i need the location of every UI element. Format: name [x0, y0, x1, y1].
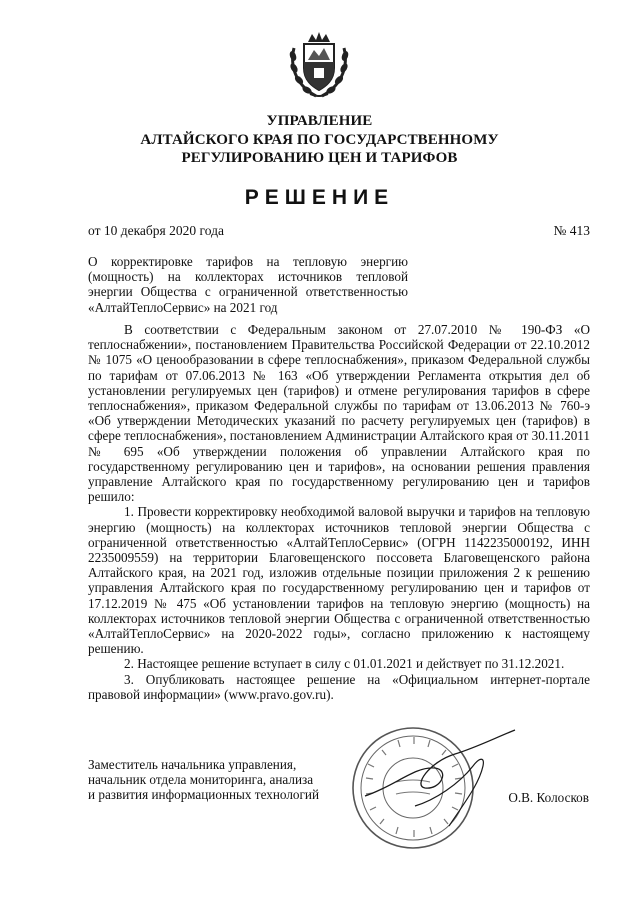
position-line-1: Заместитель начальника управления,	[88, 757, 297, 772]
signatory-name: О.В. Колосков	[508, 790, 589, 805]
document-date: от 10 декабря 2020 года	[88, 223, 224, 238]
item-2-paragraph: 2. Настоящее решение вступает в силу с 01.01.2021 и действует по 31.12.2021.	[124, 656, 565, 672]
intro-paragraph: В соответствии с Федеральным законом от 27.07.2010 № 190-ФЗ «О теплоснабжении», постановлением Правительства Российской Федерации от 22.10.2012 № 1075 «О ценообразовании в сфере теплоснабжения», приказом Федеральной службы по тарифам от 07.06.2013 № 163 «Об утверждении Регламента открытия дел об установлении регулируемых цен (тарифов) и отмене регулирования тарифов в сфере теплоснабжения», приказом Федеральной службы по тарифам от 13.06.2013 № 760-э «Об утверждении Методических указаний по расчету регулируемых цен (тарифов) в сфере теплоснабжения», постановлением Администрации Алтайского края от 30.11.2011 № 695 «Об утверждении положения об управлении Алтайского края по государственному регулированию цен и тарифов», на основании решения правления управление Алтайского края по государственному регулированию цен и тарифов решило:	[88, 322, 590, 505]
org-line-1: УПРАВЛЕНИЕ	[266, 113, 373, 129]
signatory-position	[88, 757, 319, 803]
altai-coat-of-arms-icon	[286, 28, 352, 100]
document-body	[88, 322, 590, 702]
document-number: № 413	[553, 223, 590, 238]
org-line-3: РЕГУЛИРОВАНИЮ ЦЕН И ТАРИФОВ	[181, 150, 458, 166]
item-3-paragraph: 3. Опубликовать настоящее решение на «Официальном интернет-портале правовой информации» (www.pravo.gov.ru).	[88, 671, 590, 702]
document-subject: О корректировке тарифов на тепловую энергию (мощность) на коллекторах источников тепловой энергии Общества с ограниченной ответственностью «АлтайТеплоСервис» на 2021 год	[88, 254, 408, 315]
organization-name	[60, 112, 579, 168]
item-1-paragraph: 1. Провести корректировку необходимой валовой выручки и тарифов на тепловую энергию (мощность) на коллекторах источников тепловой энергии Общества с ограниченной ответственностью «АлтайТеплоСервис» (ОГРН 1142235000192, ИНН 2235009559) на территории Благовещенского поссовета Благовещенского района Алтайского края, на 2021 год, изложив отдельные позиции приложения 2 к решению управления Алтайского края по государственному регулированию цен и тарифов от 17.12.2019 № 475 «Об установлении тарифов на тепловую энергию (мощность) на коллекторах источников тепловой энергии Общества с ограниченной ответственностью «АлтайТеплоСервис» на 2020-2022 годы», согласно приложению к настоящему решению.	[88, 504, 590, 657]
position-line-3: и развития информационных технологий	[88, 787, 320, 803]
handwritten-signature	[355, 726, 525, 836]
document-title: РЕШЕНИЕ	[244, 186, 395, 209]
position-line-2: начальник отдела мониторинга, анализа	[88, 772, 314, 788]
org-line-2: АЛТАЙСКОГО КРАЯ ПО ГОСУДАРСТВЕННОМУ	[140, 131, 499, 148]
